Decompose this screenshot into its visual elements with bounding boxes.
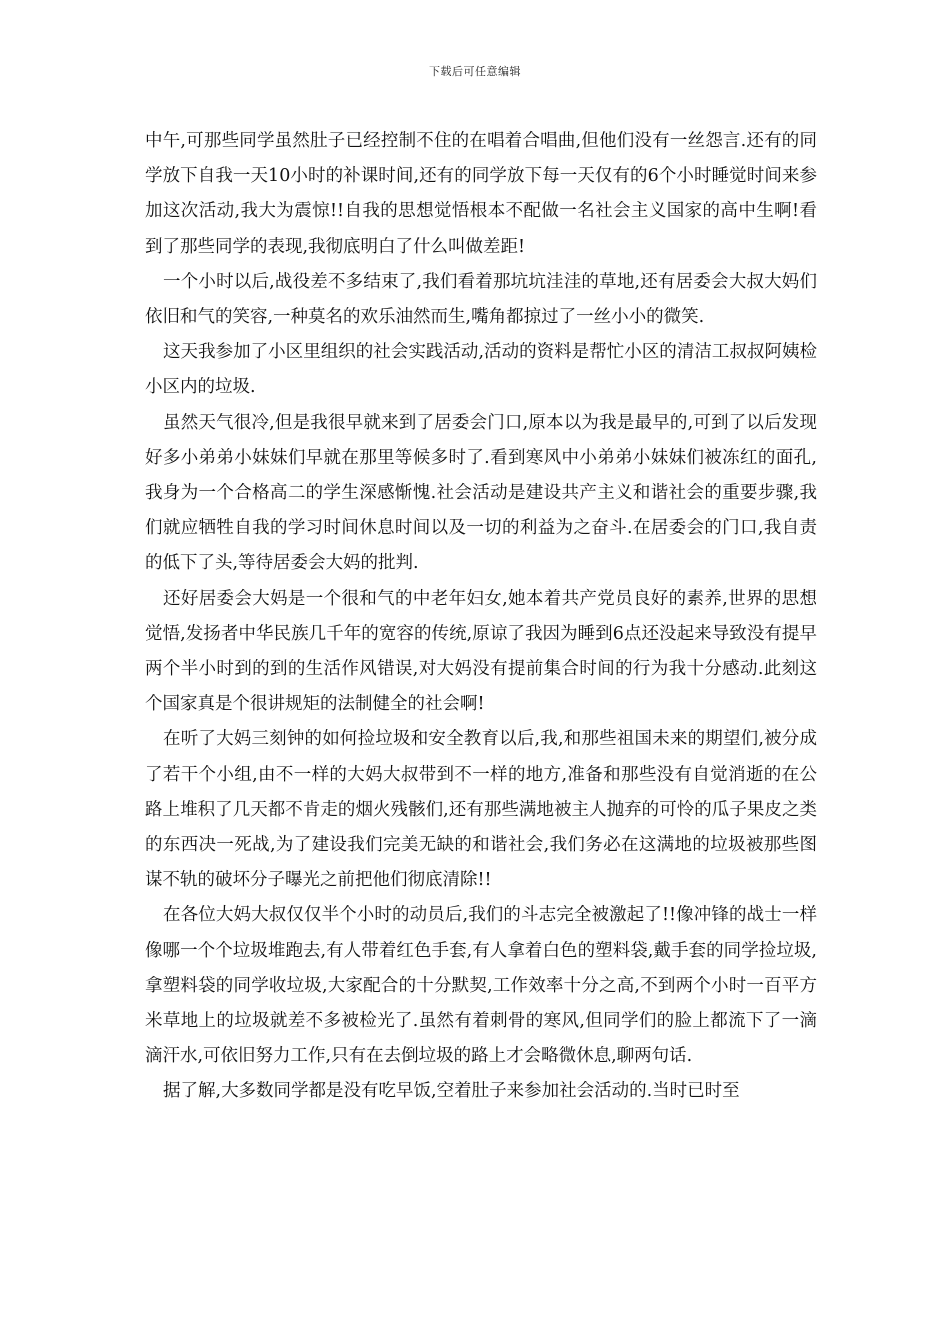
paragraph-8: 据了解,大多数同学都是没有吃早饭,空着肚子来参加社会活动的.当时已时至 xyxy=(163,1081,740,1102)
document-body xyxy=(145,124,817,1110)
paragraph-2: 一个小时以后,战役差不多结束了,我们看着那坑坑洼洼的草地,还有居委会大叔大妈们依旧和气的笑容,一种莫名的欢乐油然而生,嘴角都掠过了一丝小小的微笑. xyxy=(145,271,817,328)
paragraph-6: 在听了大妈三刻钟的如何捡垃圾和安全教育以后,我,和那些祖国未来的期望们,被分成了若干个小组,由不一样的大妈大叔带到不一样的地方,准备和那些没有自觉消逝的在公路上堆积了几天都不肯走的烟火残骸们,还有那些满地被主人抛弃的可怜的瓜子果皮之类的东西决一死战,为了建设我们完美无缺的和谐社会,我们务必在这满地的垃圾被那些图谋不轨的破坏分子曝光之前把他们彻底清除!! xyxy=(145,729,817,891)
paragraph-7: 在各位大妈大叔仅仅半个小时的动员后,我们的斗志完全被激起了!!像冲锋的战士一样像哪一个个垃圾堆跑去,有人带着红色手套,有人拿着白色的塑料袋,戴手套的同学捡垃圾,拿塑料袋的同学收垃圾,大家配合的十分默契,工作效率十分之高,不到两个小时一百平方米草地上的垃圾就差不多被检光了.虽然有着刺骨的寒风,但同学们的脸上都流下了一滴滴汗水,可依旧努力工作,只有在去倒垃圾的路上才会略微休息,聊两句话. xyxy=(145,905,817,1067)
paragraph-5: 还好居委会大妈是一个很和气的中老年妇女,她本着共产党员良好的素养,世界的思想觉悟,发扬者中华民族几千年的宽容的传统,原谅了我因为睡到6点还没起来导致没有提早两个半小时到的到的生活作风错误,对大妈没有提前集合时间的行为我十分感动.此刻这个国家真是个很讲规矩的法制健全的社会啊! xyxy=(145,588,817,715)
paragraph-3: 这天我参加了小区里组织的社会实践活动,活动的资料是帮忙小区的清洁工叔叔阿姨检小区内的垃圾. xyxy=(145,342,817,398)
page-header: 下载后可任意编辑 xyxy=(429,65,521,78)
paragraph-4: 虽然天气很冷,但是我很早就来到了居委会门口,原本以为我是最早的,可到了以后发现好多小弟弟小妹妹们早就在那里等候多时了.看到寒风中小弟弟小妹妹们被冻红的面孔,我身为一个合格高二的学生深感惭愧.社会活动是建设共产主义和谐社会的重要步骤,我们就应牺牲自我的学习时间休息时间以及一切的利益为之奋斗.在居委会的门口,我自责的低下了头,等待居委会大妈的批判. xyxy=(145,412,817,574)
paragraph-1: 中午,可那些同学虽然肚子已经控制不住的在唱着合唱曲,但他们没有一丝怨言.还有的同学放下自我一天10小时的补课时间,还有的同学放下每一天仅有的6个小时睡觉时间来参加这次活动,我大为震惊!!自我的思想觉悟根本不配做一名社会主义国家的高中生啊!看到了那些同学的表现,我彻底明白了什么叫做差距! xyxy=(145,131,817,257)
